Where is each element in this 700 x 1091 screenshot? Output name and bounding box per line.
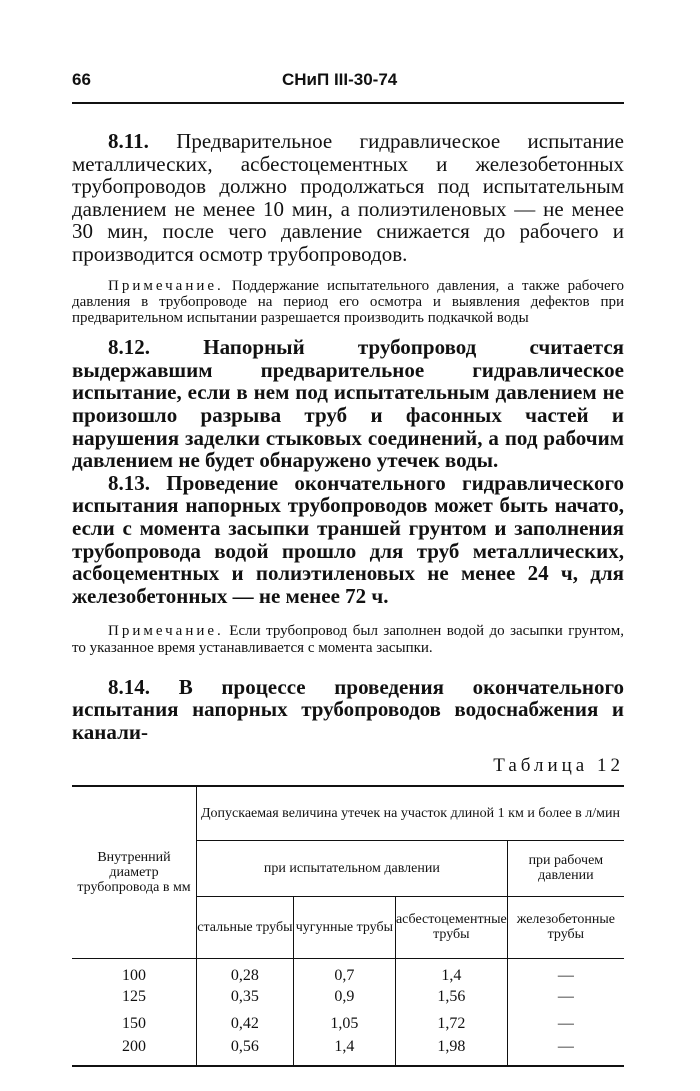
leakage-table — [72, 785, 624, 1067]
page-header — [72, 70, 624, 94]
page-number: 66 — [72, 70, 91, 89]
note-text: Если трубопровод был заполнен водой до засыпки грунтом, то указанное время устанавливается с момента засыпки. — [72, 623, 625, 656]
header-rule — [72, 102, 624, 104]
header-diameter: Внутренний диаметр трубопровода в мм — [72, 786, 197, 958]
header-cast-iron-pipes: чугунные трубы — [293, 896, 395, 958]
cell-diameter: 200 — [72, 1038, 197, 1066]
cell-reinforced-concrete: — — [557, 1014, 574, 1032]
cell-cast-iron: 0,9 — [293, 984, 395, 1008]
header-steel-pipes: стальные трубы — [197, 896, 294, 958]
cell-diameter: 125 — [72, 984, 197, 1008]
page — [72, 70, 624, 1067]
header-reinforced-concrete-pipes: железобетонные трубы — [507, 896, 624, 958]
section-number: 8.11. — [108, 129, 149, 153]
cell-steel: 0,42 — [197, 1008, 294, 1038]
cell-steel: 0,35 — [197, 984, 294, 1008]
cell-asbestos-cement: 1,4 — [395, 958, 507, 984]
note-2 — [72, 623, 624, 655]
section-text: Предварительное гидравлическое испытание металлических, асбестоцементных и железобетонных трубопроводов должно продолжаться под испытательным давлением не менее 10 мин, а полиэтиленовых — не менее 30 мин, после чего давление снижается до рабочего и производится осмотр трубопроводов. — [72, 129, 624, 266]
note-text: Поддержание испытательного давления, а также рабочего давления в трубопроводе на период его осмотра и выявления дефектов при предварительном испытании разрешается производить подкачкой воды — [72, 277, 624, 326]
header-asbestos-cement-pipes: асбестоцементные трубы — [395, 896, 507, 958]
cell-cast-iron: 1,05 — [293, 1008, 395, 1038]
header-test-pressure: при испытательном давлении — [197, 840, 508, 896]
section-8-12 — [72, 336, 624, 472]
cell-cast-iron: 0,7 — [293, 958, 395, 984]
cell-steel: 0,28 — [197, 958, 294, 984]
cell-asbestos-cement: 1,72 — [395, 1008, 507, 1038]
header-working-pressure: при рабочем давлении — [507, 840, 624, 896]
table-row — [72, 1038, 624, 1066]
section-8-11 — [72, 130, 624, 266]
section-text: Проведение окончательного гидравлического испытания напорных трубопроводов может быть начато, если с момента засыпки траншей грунтом и заполнения трубопровода водой прошло для труб металлических, асбоцементных и полиэтиленовых не менее 24 ч, для железобетонных — не менее 72 ч. — [72, 470, 624, 608]
document-title: СНиП III-30-74 — [282, 70, 398, 89]
table-row — [72, 958, 624, 984]
section-8-14 — [72, 676, 624, 744]
cell-asbestos-cement: 1,56 — [395, 984, 507, 1008]
section-number: 8.12. — [108, 335, 150, 360]
cell-reinforced-concrete: — — [557, 987, 574, 1005]
table-row — [72, 1008, 624, 1038]
cell-steel: 0,56 — [197, 1038, 294, 1066]
note-label: Примечание. — [108, 277, 224, 294]
section-8-13 — [72, 472, 624, 608]
section-number: 8.14. — [108, 674, 150, 699]
section-text: Напорный трубопровод считается выдержавшим предварительное гидравлическое испытание, если в нем под испытательным давлением не произошло разрыва труб и фасонных частей и нарушения заделки стыковых соединений, а под рабочим давлением не будет обнаружено утечек воды. — [72, 335, 624, 473]
header-allowed-leakage: Допускаемая величина утечек на участок длиной 1 км и более в л/мин — [197, 786, 625, 840]
cell-reinforced-concrete: — — [507, 1038, 624, 1066]
cell-reinforced-concrete: — — [557, 967, 574, 985]
cell-diameter: 150 — [72, 1008, 197, 1038]
table-caption: Таблица 12 — [493, 755, 624, 777]
table-row — [72, 984, 624, 1008]
note-label: Примечание. — [108, 623, 224, 640]
cell-diameter: 100 — [72, 958, 197, 984]
section-number: 8.13. — [108, 470, 150, 495]
note-1 — [72, 278, 624, 327]
cell-cast-iron: 1,4 — [293, 1038, 395, 1066]
section-text: В процессе проведения окончательного испытания напорных трубопроводов водоснабжения и канали- — [72, 674, 624, 744]
cell-asbestos-cement: 1,98 — [395, 1038, 507, 1066]
